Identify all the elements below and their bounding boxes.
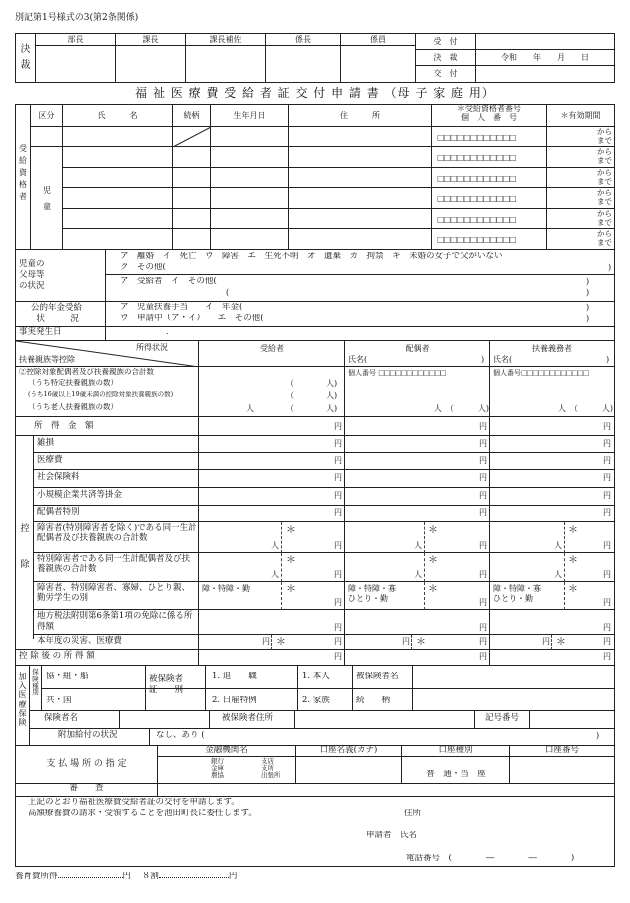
- eligible-side-label: 受 給 資 格 者: [16, 105, 31, 249]
- account-name-col: 口座名義(カナ): [296, 746, 402, 783]
- applicant-name-label: 申請者 氏名: [366, 831, 418, 840]
- pension-section: 公的年金受給 状 況 ア 児童扶養手当 イ 年金( ) ウ 申請中（ア・イ） エ その他( ): [15, 302, 615, 327]
- address-label: 住所: [404, 809, 422, 818]
- parent-status-row1b: ク その他(: [120, 263, 166, 272]
- account-type-value: 普 通・当 座: [426, 770, 486, 779]
- approval-box: [15, 33, 615, 83]
- deduction-medical: 医療費: [37, 455, 63, 465]
- head-dependents: 扶養親族等控除: [19, 355, 75, 364]
- insurance-type-label: 保 険 種 別: [30, 666, 42, 711]
- validity-1: から まで: [597, 127, 612, 145]
- insured-name-label: 被保険者名: [356, 672, 399, 681]
- obligor-name-label: 氏名(: [493, 355, 513, 364]
- footer-child-support: 養育費所得 円 ８割 円: [15, 872, 238, 881]
- number-boxes-3: □□□□□□□□□□□□: [437, 174, 516, 183]
- parent-status-section: 児童の 父母等 の状況 ア 離婚 イ 死亡 ウ 障害 エ 生死不明 オ 遺棄 カ 拘禁 キ 未婚の女子で父がいない ク その他( ) ア 受給者 イ その他( ) ( ): [15, 250, 615, 302]
- obligor-widow-option: 障・特障・寡 ひとり・勤: [493, 584, 541, 604]
- head-status: 所得状況: [136, 343, 168, 352]
- supplement-label: 附加給付の状況: [30, 729, 150, 745]
- validity-5: から まで: [597, 209, 612, 227]
- relation-label: 続 柄: [356, 696, 391, 705]
- role-kacho-hosa: 課長補佐: [186, 34, 266, 82]
- option-day-labor: 2. 日雇特例: [212, 696, 257, 705]
- validity-3: から まで: [597, 168, 612, 186]
- dep-line-4: （うち老人扶養親族の数）: [28, 403, 118, 411]
- spouse-indiv-no: 個人番号 □□□□□□□□□□□□: [348, 369, 446, 377]
- col-spouse: 配偶者: [405, 344, 430, 353]
- col-validity: ＊有効期間: [560, 111, 601, 120]
- payment-label: 支 払 場 所 の 指 定: [16, 746, 158, 783]
- number-boxes-2: □□□□□□□□□□□□: [437, 153, 516, 162]
- insurance-section: 加 入 医 療 保 険 保 険 種 別 協・組・船 共・国 被保険者 証 別 1. 退 職 2. 日雇特例 1. 本人 2. 家族 被保険者名 続 柄 保険者名 被保険者住所 記号番号 附加給付の状況 なし、あり ( ): [15, 666, 615, 746]
- parent-status-row1: ア 離婚 イ 死亡 ウ 障害 エ 生死不明 オ 遺棄 カ 拘禁 キ 未婚の女子で父がいない: [120, 252, 503, 261]
- bank-col: 金融機関名: [158, 746, 296, 783]
- number-boxes-6: □□□□□□□□□□□□: [437, 235, 516, 244]
- deduction-widow: 障害者、特別障害者、寡婦、ひとり親、勤労学生の別: [37, 583, 191, 604]
- occurrence-label: 事実発生日: [16, 327, 106, 340]
- page-title: 福 祉 医 療 費 受 給 者 証 交 付 申 請 書 （母 子 家 庭 用）: [135, 86, 495, 100]
- deduction-small-biz: 小規模企業共済等掛金: [37, 490, 123, 500]
- income-section: 所得状況 扶養親族等控除 受給者 配偶者 扶養義務者 氏名( ) 氏名( ) ②控除対象配偶者及び扶養親族の合計数 （うち特定扶養親族の数） (うち16歳以上19歳未満の控除対象扶養親族の数) （うち老人扶養親族の数） （ 人) （ 人) 人 （ 人) 個人番号 □□□□□□□□□□□□ 個人番号□□□□□□□□□□□□ 人 （ 人) 人 （ 人) 所 得 金 額 円 円 円 控 除 雑損 医療費 社会保険料 小規模企業共済等掛金 配偶者特別 円 円 円 円 円 円 円 円 円 円 円 円 円 円 円 障害者(特別障害者を除く)である同一生計配偶者及び扶養親族の合計数 人 ＊ 円 人 ＊ 円 人 ＊ 円 特別障害者である同一生計配偶者及び扶養親族の合計数 人 ＊ 円 人 ＊ 円 人 ＊ 円 障害者、特別障害者、寡婦、ひとり親、勤労学生の別 障・特障・勤 ＊ 円 障・特障・寡 ひとり・勤 ＊ 円 障・特障・寡 ひとり・勤 ＊ 円 地方税法附則第6条第1項の免除に係る所得額 円 円 円 本年度の災害、医療費 円 ＊ 円 円 ＊ 円 円 ＊ 円 控 除 後 の 所 得 額 円 円 円: [15, 341, 615, 666]
- declaration-line1: 上記のとおり福祉医療費受給者証の交付を申請します。: [28, 798, 240, 807]
- deduction-special-disabled: 特別障害者である同一生計配偶者及び扶養親族の合計数: [37, 554, 191, 575]
- deduction-disabled: 障害者(特別障害者を除く)である同一生計配偶者及び扶養親族の合計数: [37, 523, 197, 544]
- holder-name-label: 保険者名: [30, 711, 120, 729]
- occurrence-row: 事実発生日 ．: [15, 327, 615, 341]
- account-type-col: 口座種別: [402, 746, 510, 783]
- income-after-deduction: 控 除 後 の 所 得 額: [19, 651, 95, 661]
- validity-2: から まで: [597, 147, 612, 165]
- supplement-value: なし、あり (: [156, 731, 205, 740]
- bank-types: 銀行 金庫 農協: [211, 757, 224, 779]
- review-row: [15, 784, 615, 797]
- dep-line-2: （うち特定扶養親族の数）: [28, 379, 118, 387]
- pension-row2: ウ 申請中（ア・イ） エ その他(: [120, 314, 264, 323]
- col-address: 住 所: [289, 105, 432, 127]
- uketsuke-label: 受 付: [416, 34, 476, 50]
- pension-label: 公的年金受給 状 況: [16, 302, 106, 326]
- insurance-side-label: 加 入 医 療 保 険: [16, 666, 30, 745]
- form-number: 別記第1号様式の3(第2条関係): [15, 13, 139, 23]
- relation-slash: [173, 127, 211, 147]
- insurance-kyo: 協・組・船: [46, 672, 89, 681]
- number-boxes-4: □□□□□□□□□□□□: [437, 194, 516, 203]
- eligible-table: [15, 104, 615, 250]
- recipient-widow-option: 障・特障・勤: [202, 584, 250, 593]
- col-name: 氏 名: [63, 105, 173, 127]
- kessai-label: 決 裁: [16, 34, 36, 82]
- declaration-section: [15, 797, 615, 867]
- insurance-kyoukoku: 共・国: [46, 696, 72, 705]
- insured-address-label: 被保険者住所: [210, 711, 295, 729]
- deduction-disaster: 本年度の災害、医療費: [37, 636, 123, 646]
- koufu-label: 交 付: [416, 66, 476, 82]
- col-kubun: 区分: [31, 105, 63, 127]
- spouse-widow-option: 障・特障・寡 ひとり・勤: [348, 584, 396, 604]
- role-kacho: 課長: [116, 34, 186, 82]
- pension-row1: ア 児童扶養手当 イ 年金(: [120, 303, 243, 312]
- insured-card-kind: 被保険者 証 別: [146, 666, 206, 711]
- parent-status-label: 児童の 父母等 の状況: [16, 250, 106, 301]
- date-field: 令和 年 月 日: [476, 50, 614, 66]
- deduction-side-label: 控 除: [20, 524, 30, 570]
- symbol-number-label: 記号番号: [475, 711, 530, 729]
- dep-line-3: (うち16歳以上19歳未満の控除対象扶養親族の数): [28, 391, 174, 398]
- kessai-row-label: 決 裁: [416, 50, 476, 66]
- deduction-local-tax: 地方税法附則第6条第1項の免除に係る所得額: [37, 611, 193, 632]
- account-number-col: 口座番号: [544, 746, 579, 755]
- number-boxes-5: □□□□□□□□□□□□: [437, 215, 516, 224]
- child-label: 児 童: [43, 186, 51, 211]
- validity-4: から まで: [597, 188, 612, 206]
- col-relation: 続柄: [173, 105, 211, 127]
- role-kakariin: 係員: [341, 34, 416, 82]
- declaration-line2: 高額療養費の請求・受領することを池田町長に委任します。: [28, 809, 257, 818]
- col-number: ＊受給資格者番号 個 人 番 号: [432, 105, 547, 127]
- number-boxes-1: □□□□□□□□□□□□: [437, 133, 516, 142]
- spouse-name-label: 氏名(: [348, 355, 368, 364]
- payment-section: [15, 746, 615, 784]
- phone-label: 電話番号 ( ― ― ): [406, 854, 575, 863]
- review-label: 審 査: [16, 784, 158, 796]
- deduction-spouse-special: 配偶者特別: [37, 507, 80, 517]
- option-retire: 1. 退 職: [212, 672, 257, 681]
- col-recipient: 受給者: [260, 344, 284, 353]
- dep-line-1: ②控除対象配偶者及び扶養親族の合計数: [19, 368, 154, 376]
- col-obligor: 扶養義務者: [532, 344, 572, 353]
- deduction-social: 社会保険料: [37, 472, 80, 482]
- role-bucho: 部長: [36, 34, 116, 82]
- role-kakaricho: 係長: [266, 34, 341, 82]
- option-self: 1. 本人: [302, 672, 330, 681]
- parent-status-row2: ア 受給者 イ その他(: [120, 277, 217, 286]
- col-birth: 生年月日: [211, 105, 289, 127]
- validity-6: から まで: [597, 229, 612, 247]
- obligor-indiv-no: 個人番号□□□□□□□□□□□□: [493, 369, 589, 377]
- option-family: 2. 家族: [302, 696, 330, 705]
- income-amount-label: 所 得 金 額: [34, 421, 94, 431]
- branch-types: 支店 支所 出張所: [261, 757, 281, 779]
- deduction-zasson: 雑損: [37, 438, 55, 448]
